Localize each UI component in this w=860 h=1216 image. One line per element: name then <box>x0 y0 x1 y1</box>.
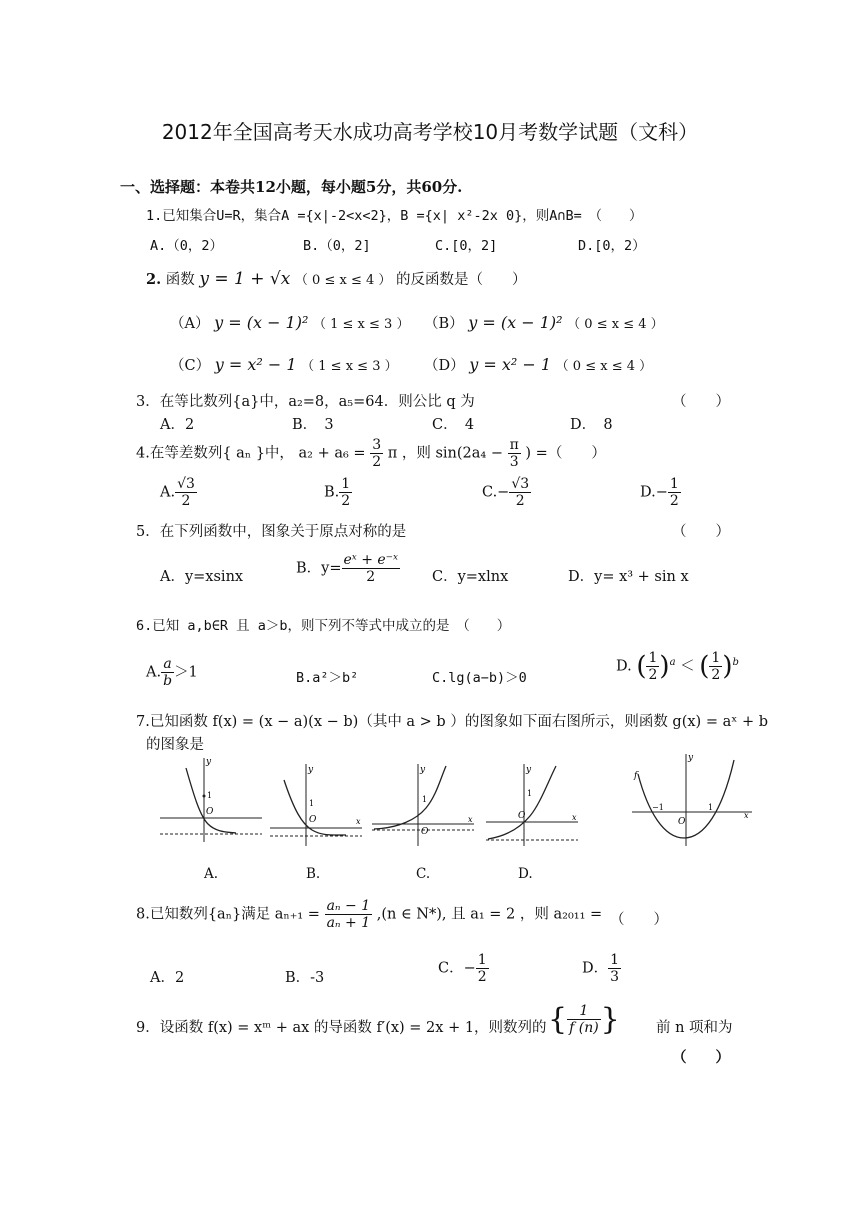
label-origin: O <box>421 827 429 837</box>
q5-answer-paren: （ ） <box>672 524 730 540</box>
q4-option-c: C.− $\frac{√3}{2}$ <box>482 476 530 510</box>
q5-option-b: B．y= $\frac{\text{eˣ + e⁻ˣ}}{2}$ <box>296 552 399 586</box>
q2-domain: （ 0 ≤ x ≤ 4 ） <box>294 273 392 288</box>
q2-function: y = 1 + √x <box>199 269 291 289</box>
curve <box>488 766 556 839</box>
question-3-stem: 3．在等比数列{a}中，a₂=8，a₅=64．则公比 q 为 <box>136 394 475 410</box>
label-origin: O <box>206 807 214 817</box>
q2-option-b: （B） y = (x − 1)² （ 0 ≤ x ≤ 4 ） <box>424 313 664 332</box>
q7-graph-c <box>368 760 478 850</box>
q7-reference-graph-f <box>630 752 754 850</box>
q9-answer-paren: （ ） <box>672 1049 730 1066</box>
label-one: 1 <box>309 799 315 808</box>
label-x: x <box>744 811 749 820</box>
label-x: x <box>468 815 473 824</box>
q6-option-c: C.lg(a−b)＞0 <box>432 670 527 686</box>
q4-option-b: B. $\frac{1}{2}$ <box>324 476 351 510</box>
q9-stem-tail: 前 n 项和为 <box>656 1020 733 1036</box>
q8-option-c: C．− $\frac{1}{2}$ <box>438 952 487 986</box>
q6-option-b: B.a²＞b² <box>296 670 359 686</box>
label-one: 1 <box>422 795 428 804</box>
q7-graph-a <box>156 756 266 846</box>
curve <box>186 768 236 833</box>
question-8-stem: 8.已知数列{aₙ}满足 aₙ₊₁ = $\frac{\text{aₙ − 1}}{\text{aₙ + 1}}$ ,(n ∈ N*), 且 a₁ = 2 ，则 a₂₀₁₁ = <box>136 898 603 932</box>
q7-caption-d: D. <box>518 866 533 882</box>
q4-option-a: A. $\frac{√3}{2}$ <box>160 476 195 510</box>
q8-answer-paren: （ ） <box>610 912 668 928</box>
q5-option-a: A．y=xsinx <box>160 569 244 585</box>
section-heading: 一、选择题：本卷共12小题，每小题5分，共60分. <box>120 178 463 196</box>
page-title: 2012年全国高考天水成功高考学校10月考数学试题（文科） <box>161 120 699 144</box>
q7-graph-b <box>266 760 366 850</box>
label-origin: O <box>678 817 686 827</box>
q7-caption-a: A. <box>204 866 219 882</box>
q9-brace-expression: { $\frac{1}{f (n)}$ } <box>548 1002 620 1037</box>
label-y: y <box>206 757 212 767</box>
q2-pre: 函数 <box>165 272 195 288</box>
q2-option-d: （D） y = x² − 1 （ 0 ≤ x ≤ 4 ） <box>424 355 653 374</box>
q2-option-c: （C） y = x² − 1 （ 1 ≤ x ≤ 3 ） <box>170 355 398 374</box>
label-one: 1 <box>527 789 533 798</box>
question-5-stem: 5．在下列函数中，图象关于原点对称的是 <box>136 524 407 540</box>
question-7-stem: 7.已知函数 f(x) = (x − a)(x − b)（其中 a > b ）的图象如下面右图所示，则函数 g(x) = aˣ + b <box>136 714 769 730</box>
question-1-stem: 1.已知集合U=R，集合A ={x|-2<x<2}，B ={x| x²-2x 0}，则A∩B= （ ） <box>146 208 643 224</box>
question-9-stem: 9．设函数 f(x) = xᵐ + ax 的导函数 f′(x) = 2x + 1，则数列的 <box>136 1020 547 1036</box>
label-one: 1 <box>708 803 714 812</box>
label-neg-one: −1 <box>652 803 664 812</box>
label-origin: O <box>518 811 526 821</box>
question-6-stem: 6.已知 a,b∈R 且 a＞b，则下列不等式中成立的是 （ ） <box>136 618 511 634</box>
label-x: x <box>572 813 577 822</box>
curve <box>374 766 446 829</box>
q3-option-b: B． 3 <box>292 417 334 433</box>
label-y: y <box>308 765 314 775</box>
label-x: x <box>356 817 361 826</box>
label-f: f <box>634 771 638 781</box>
label-y: y <box>526 765 532 775</box>
label-origin: O <box>309 815 317 825</box>
q1-option-a: A.（0，2） <box>150 238 224 254</box>
q1-option-c: C.[0，2] <box>435 238 498 254</box>
curve <box>284 780 346 835</box>
point-1 <box>203 795 206 798</box>
q8-option-b: B．-3 <box>285 970 325 986</box>
question-7-stem-line2: 的图象是 <box>146 737 204 753</box>
q2-option-a: （A） y = (x − 1)² （ 1 ≤ x ≤ 3 ） <box>170 313 410 332</box>
q7-caption-b: B. <box>306 866 321 882</box>
q8-option-d: D． $\frac{1}{3}$ <box>582 952 620 986</box>
q8-option-a: A．2 <box>150 970 185 986</box>
q7-caption-c: C. <box>416 866 431 882</box>
label-one: 1 <box>207 791 213 800</box>
q5-option-d: D．y= x³ + sin x <box>568 569 689 585</box>
q3-answer-paren: （ ） <box>672 394 730 410</box>
q6-option-d: D. ( $\frac{1}{2}$ )$^a$ ＜ ( $\frac{1}{2}$ )$^b$ <box>616 650 739 684</box>
q6-option-a: A. $\frac{a}{b}$ ＞1 <box>146 656 198 690</box>
q2-post: 的反函数是（ ） <box>395 272 527 288</box>
q5-option-c: C．y=xlnx <box>432 569 509 585</box>
q1-option-d: D.[0，2） <box>578 238 646 254</box>
label-y: y <box>688 753 694 763</box>
q1-option-b: B.（0，2] <box>303 238 371 254</box>
label-y: y <box>420 765 426 775</box>
q4-option-d: D.− $\frac{1}{2}$ <box>640 476 679 510</box>
q7-graph-d <box>482 760 582 850</box>
q3-option-c: C． 4 <box>432 417 475 433</box>
q3-option-a: A．2 <box>160 417 195 433</box>
q2-number: 2. <box>146 271 162 288</box>
q3-option-d: D． 8 <box>570 417 613 433</box>
question-2-stem <box>146 268 526 289</box>
question-4-stem: 4.在等差数列{ aₙ }中， a₂ + a₆ = $\frac{3}{2}$ π ，则 sin(2a₄ − $\frac{\pi}{3}$ ) =（ ） <box>136 437 606 471</box>
